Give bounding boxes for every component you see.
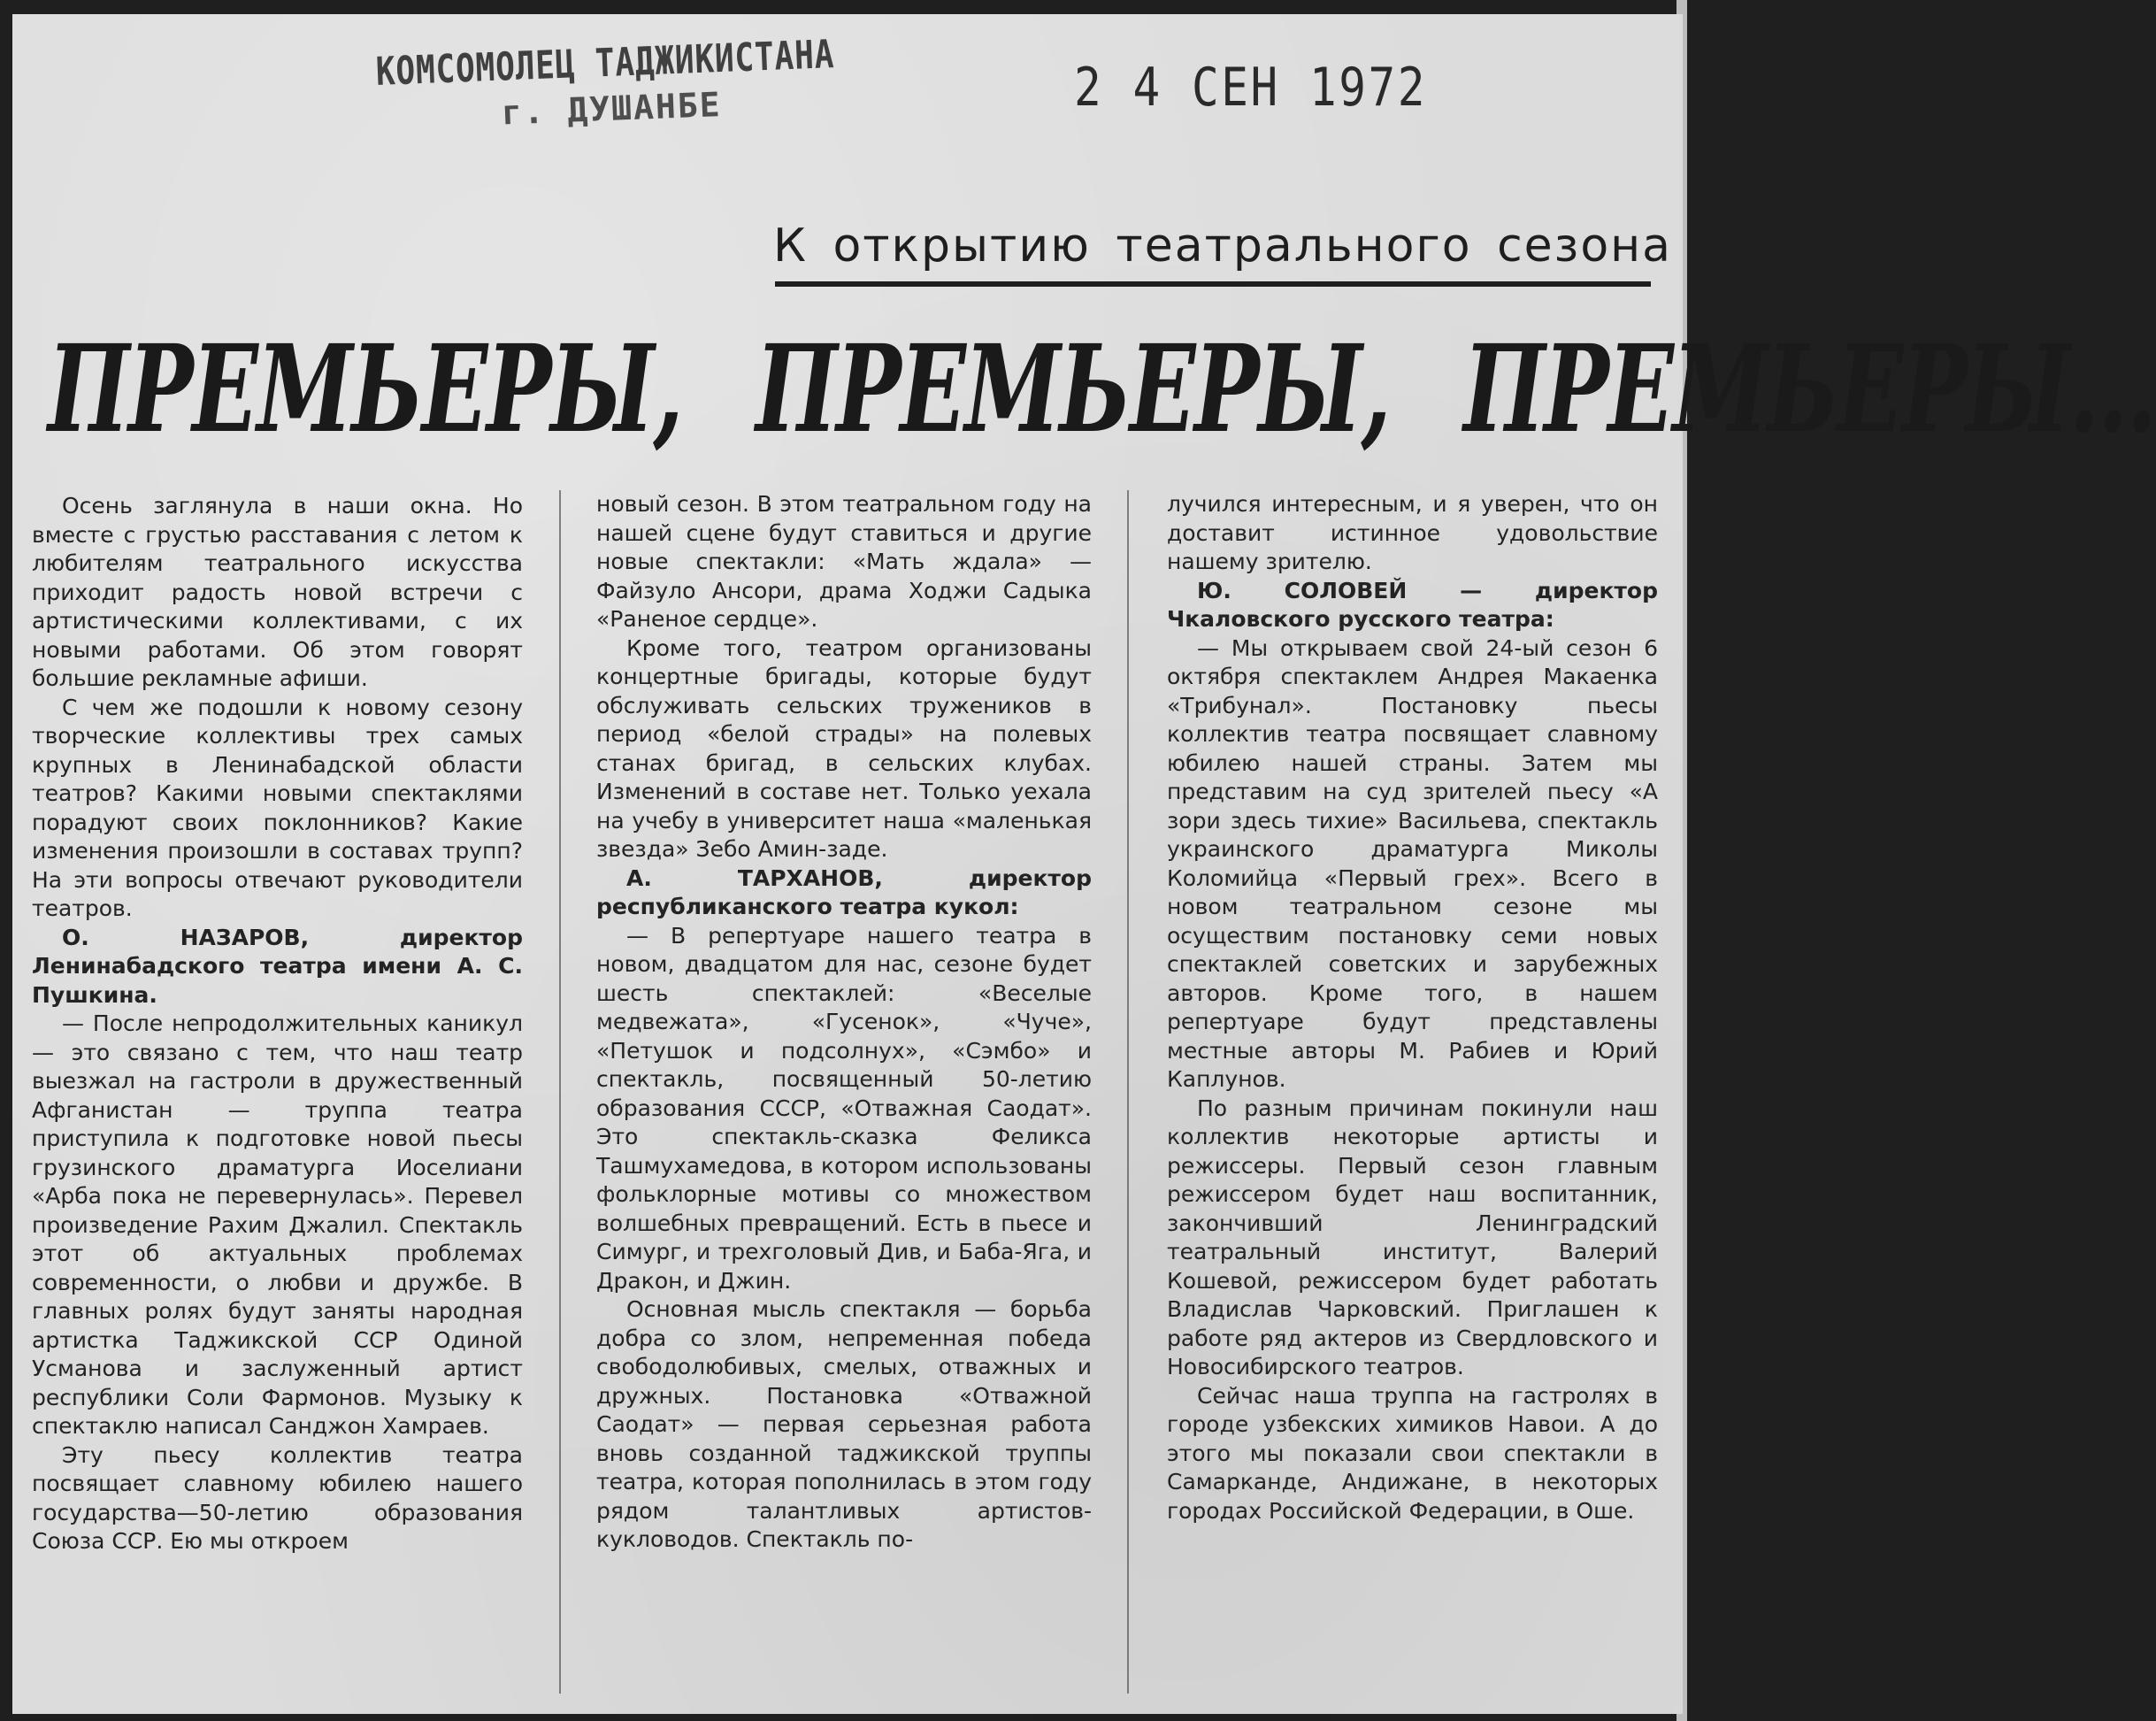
paragraph: По разным причинам покинули наш коллектив некоторые артисты и режиссеры. Первый сезон главным режиссером будет наш воспитанник, закончивший Ленинградский театральный институт, Валерий Кошевой, режиссером будет работать Владислав Чарковский. Приглашен к работе ряд актеров из Свердловского и Новосибирского театров. bbox=[1167, 1095, 1658, 1379]
paragraph: новый сезон. В этом театральном году на нашей сцене будут ставиться и другие новые спектакли: «Мать ждала» — Файзуло Ансори, драма Ходжи Садыка «Раненое сердце». bbox=[596, 491, 1092, 632]
article-column-2 bbox=[596, 490, 1092, 1555]
stamp-city: г. ДУШАНБЕ bbox=[501, 85, 723, 133]
paragraph: — Мы открываем свой 24-ый сезон 6 октября спектаклем Андрея Макаенка «Трибунал». Постановку пьесы коллектив театра посвящает славному юбилею нашей страны. Затем мы представим на суд зрителей пьесу «А зори здесь тихие» Васильева, спектакль украинского драматурга Миколы Коломийца «Первый грех». Всего в новом театральном сезоне мы осуществим постановку семи новых спектаклей советских и зарубежных авторов. Кроме того, в нашем репертуаре будут представлены местные авторы М. Рабиев и Юрий Каплунов. bbox=[1167, 634, 1658, 1092]
date-stamp: 2 4 СЕН 1972 bbox=[1074, 57, 1428, 119]
paragraph: С чем же подошли к новому сезону творческие коллективы трех самых крупных в Ленинабадской области театров? Какими новыми спектаклями порадуют своих поклонников? Какие изменения произошли в составах трупп? На эти вопросы отвечают руководители театров. bbox=[32, 694, 523, 921]
newspaper-clipping bbox=[12, 14, 2156, 1714]
paragraph: Основная мысль спектакля — борьба добра со злом, непременная победа свободолюбивых, смелых, отважных и дружных. Постановка «Отважной Саодат» — первая серьезная работа вновь созданной таджикской труппы театра, которая пополнилась в этом году рядом талантливых артистов-кукловодов. Спектакль по- bbox=[596, 1296, 1092, 1552]
paragraph: Сейчас наша труппа на гастролях в городе узбекских химиков Навои. А до этого мы показали свои спектакли в Самарканде, Андижане, в некоторых городах Российской Федерации, в Оше. bbox=[1167, 1382, 1658, 1524]
interviewee-byline: О. НАЗАРОВ, директор Ленинабадского театра имени А. С. Пушкина. bbox=[32, 924, 523, 1008]
paragraph: Кроме того, театром организованы концертные бригады, которые будут обслуживать сельских тружеников в период «белой страды» на полевых станах бригад, в сельских клубах. Изменений в составе нет. Только уехала на учебу в университет наша «маленькая звезда» Зебо Амин-заде. bbox=[596, 634, 1092, 862]
column-divider bbox=[1127, 490, 1129, 1694]
interviewee-byline: А. ТАРХАНОВ, директор республиканского театра кукол: bbox=[596, 864, 1092, 919]
newspaper-stamp bbox=[375, 28, 938, 137]
rubric-underline bbox=[775, 281, 1651, 287]
column-divider bbox=[559, 490, 561, 1694]
section-rubric: К открытию театрального сезона bbox=[773, 219, 1672, 273]
article-column-1 bbox=[32, 492, 523, 1556]
paragraph: лучился интересным, и я уверен, что он доставит истинное удовольствие нашему зрителю. bbox=[1167, 491, 1658, 574]
article-column-3 bbox=[1167, 490, 1658, 1525]
paragraph: — После непродолжительных каникул — это связано с тем, что наш театр выезжал на гастроли в дружественный Афганистан — труппа театра приступила к подготовке новой пьесы грузинского драматурга Иоселиани «Арба пока не перевернулась». Перевел произведение Рахим Джалил. Спектакль этот об актуальных проблемах современности, о любви и дружбе. В главных ролях будут заняты народная артистка Таджикской ССР Одиной Усманова и заслуженный артист республики Соли Фармонов. Музыку к спектаклю написал Санджон Хамраев. bbox=[32, 1010, 523, 1439]
stamp-newspaper-name: КОМСОМОЛЕЦ ТАДЖИКИСТАНА bbox=[375, 32, 836, 95]
paragraph: — В репертуаре нашего театра в новом, двадцатом для нас, сезоне будет шесть спектаклей: «Веселые медвежата», «Гусенок», «Чуче», «Петушок и подсолнух», «Сэмбо» и спектакль, посвященный 50-летию образования СССР, «Отважная Саодат». Это спектакль-сказка Феликса Ташмухамедова, в котором использованы фольклорные мотивы со множеством волшебных превращений. Есть в пьесе и Симург, и трехголовый Див, и Баба-Яга, и Дракон, и Джин. bbox=[596, 922, 1092, 1294]
interviewee-byline: Ю. СОЛОВЕЙ — директор Чкаловского русского театра: bbox=[1167, 577, 1658, 632]
paragraph: Эту пьесу коллектив театра посвящает славному юбилею нашего государства—50-летию образования Союза ССР. Ею мы откроем bbox=[32, 1441, 523, 1554]
article-headline: ПРЕМЬЕРЫ, ПРЕМЬЕРЫ, ПРЕМЬЕРЫ... bbox=[48, 319, 2156, 460]
paragraph: Осень заглянула в наши окна. Но вместе с грустью расставания с летом к любителям театрального искусства приходит радость новой встречи с артистическими коллективами, с их новыми работами. Об этом говорят большие рекламные афиши. bbox=[32, 493, 523, 691]
